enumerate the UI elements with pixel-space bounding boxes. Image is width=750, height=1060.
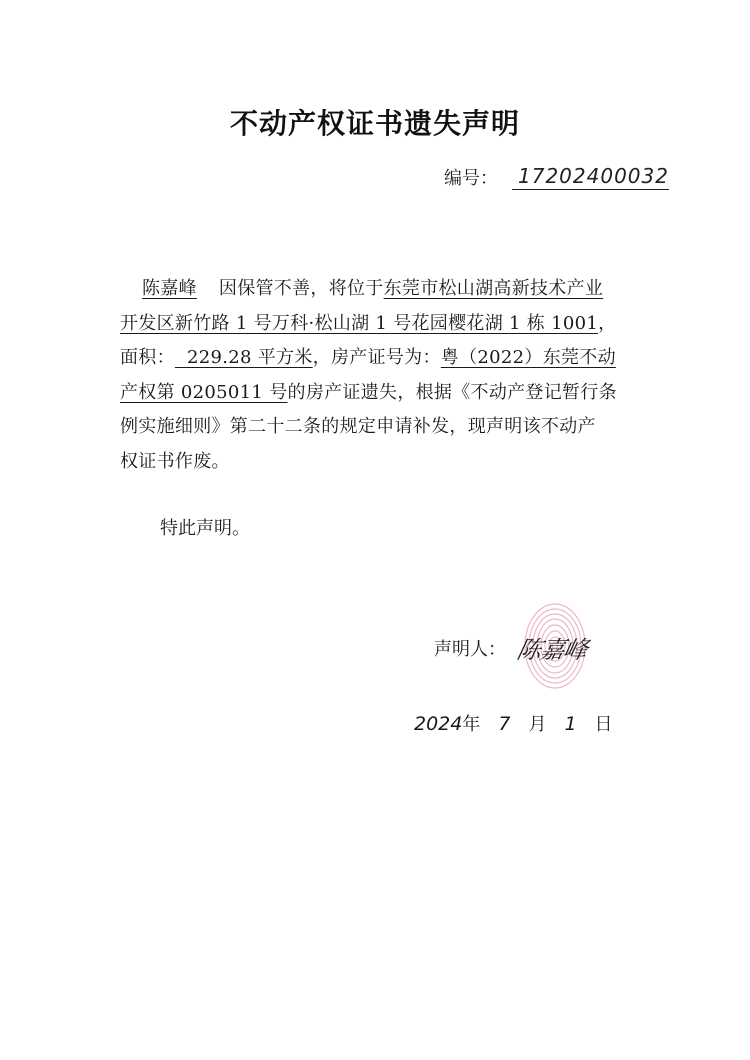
body-line-3 bbox=[120, 341, 640, 376]
certificate-part-1: 粤（2022）东莞不动 bbox=[440, 347, 616, 369]
date-month: 7 bbox=[498, 713, 511, 735]
body-seg-1: 因保管不善，将位于 bbox=[218, 278, 384, 299]
signer-row bbox=[434, 630, 590, 665]
owner-name: 陈嘉峰 bbox=[142, 278, 197, 299]
body-line-2 bbox=[120, 307, 640, 342]
number-label: 编号： bbox=[444, 168, 498, 189]
body-seg-4: 的房产证遗失，根据《不动产登记暂行条 bbox=[287, 381, 617, 403]
declaration-date bbox=[414, 710, 613, 736]
body-line-4 bbox=[120, 376, 640, 411]
body-line-5: 例实施细则》第二十二条的规定申请补发，现声明该不动产 bbox=[120, 416, 596, 438]
area-label: 面积： bbox=[120, 347, 175, 369]
date-year: 2024 bbox=[414, 713, 463, 735]
body-seg-2: ， bbox=[598, 312, 617, 334]
number-value: 17202400032 bbox=[512, 164, 669, 190]
certificate-part-2: 产权第 0205011 号 bbox=[120, 381, 288, 403]
area-value: 229.28 平方米 bbox=[186, 347, 313, 369]
date-day-unit: 日 bbox=[594, 714, 613, 735]
declaration-body bbox=[120, 272, 640, 480]
handwritten-signature: 陈嘉峰 bbox=[514, 636, 590, 664]
signer-label: 声明人： bbox=[434, 638, 506, 660]
body-line-6: 权证书作废。 bbox=[120, 450, 230, 472]
body-seg-3: ，房产证号为： bbox=[312, 347, 441, 369]
address-part-2: 开发区新竹路 1 号万科·松山湖 1 号花园樱花湖 1 栋 1001 bbox=[120, 312, 599, 334]
date-year-unit: 年 bbox=[462, 714, 481, 735]
document-title: 不动产权证书遗失声明 bbox=[229, 107, 520, 140]
body-line-1 bbox=[120, 272, 640, 307]
document-number bbox=[444, 160, 669, 190]
address-part-1: 东莞市松山湖高新技术产业 bbox=[383, 278, 604, 299]
date-day: 1 bbox=[564, 713, 577, 735]
date-month-unit: 月 bbox=[528, 714, 547, 735]
closing-statement: 特此声明。 bbox=[160, 518, 250, 539]
